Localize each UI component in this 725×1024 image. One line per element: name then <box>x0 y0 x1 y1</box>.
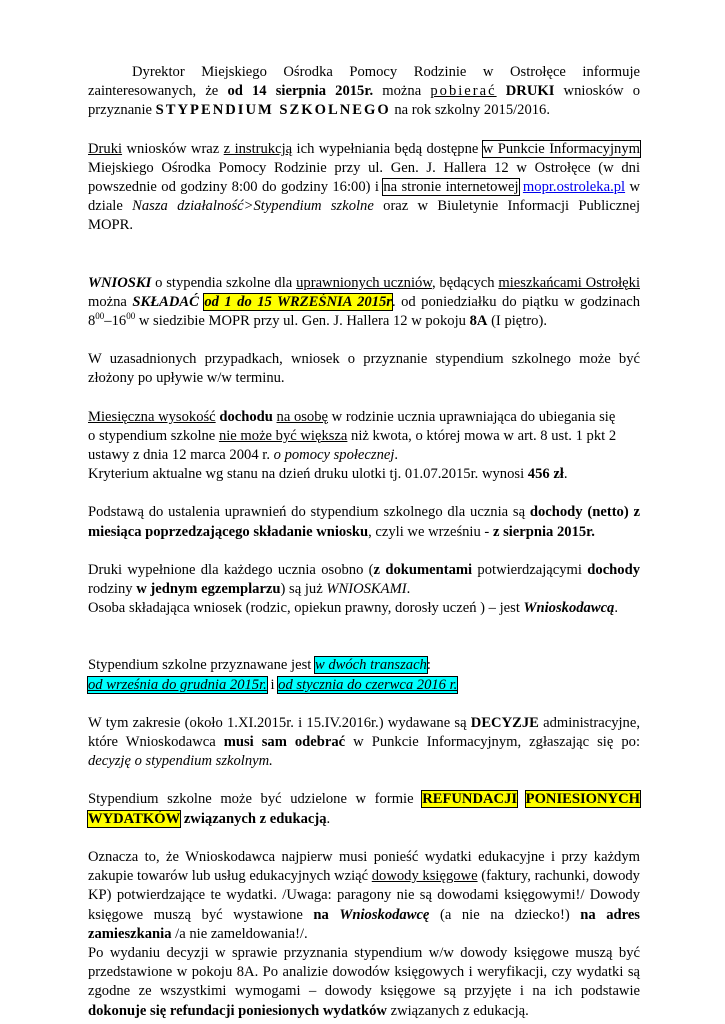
text: (I piętro). <box>487 313 547 330</box>
download-word: pobierać <box>430 83 497 100</box>
text: z dokumentami <box>373 561 473 578</box>
refund-paragraph <box>88 790 640 828</box>
text: Podstawą do ustalenia uprawnień do stypendium szkolnego dla ucznia są <box>88 504 530 521</box>
text <box>517 791 526 807</box>
text: ) są już <box>280 581 327 598</box>
income-criterion-paragraph <box>88 408 640 485</box>
text: w jednym egzemplarzu <box>136 581 281 598</box>
text: Miejskiego Ośrodka Pomocy Rodzinie przy ul. Gen. J. Hallera 12 w Ostrołęce (w dni powszednie od godziny 8:00 do godziny 16:00) i <box>88 159 640 196</box>
text: z sierpnia 2015r. <box>492 523 595 540</box>
text: potwierdzającymi <box>472 561 588 578</box>
expenses-highlight: PONIESIONYCH WYDATKÓW <box>88 791 640 827</box>
text: na rok szkolny 2015/2016. <box>390 102 551 119</box>
text: . <box>326 810 331 827</box>
text: ich wypełniania będą dostępne <box>292 140 483 157</box>
text: związanych z edukacją <box>183 810 327 827</box>
text <box>497 83 506 99</box>
text: Oznacza to, że Wnioskodawca najpierw musi ponieść wydatki edukacyjne i przy każdym zakupie towarów lub usług edukacyjnych wziąć <box>88 848 640 885</box>
text: dochody (netto) z miesiąca poprzedzającego składanie wniosku <box>88 504 640 540</box>
text: Druki wypełnione dla każdego ucznia osobno ( <box>88 561 374 578</box>
text: administracyjne, które Wnioskodawca <box>88 714 640 751</box>
text: /a nie zameldowania!/. <box>171 925 308 942</box>
tranche-2-highlight: od stycznia do czerwca 2016 r. <box>278 676 458 693</box>
text: DECYZJE <box>470 714 539 731</box>
tranche-1-highlight: od września do grudnia 2015r. <box>88 676 267 693</box>
text: 8A <box>469 313 488 330</box>
stypendium-title: STYPENDIUM SZKOLNEGO <box>155 102 391 119</box>
text: . <box>563 466 568 483</box>
text: można <box>373 83 431 100</box>
text: Po wydaniu decyzji w sprawie przyznania stypendium w/w dowody księgowe muszą być przedstawione w pokoju 8A. Po analizie dowodów księgowych i weryfikacji, czy wydatki są zgodne ze wszystkimi wymogami – dowody księgowe są przyjęte i na ich podstawie <box>88 944 640 1000</box>
text: Stypendium szkolne może być udzielone w formie <box>88 791 423 808</box>
text: w Punkcie Informacyjnym, zgłaszając się po: <box>345 734 640 751</box>
text: ustawy z dnia 12 marca 2004 r. <box>88 447 274 464</box>
text: uprawnionych uczniów <box>296 274 432 291</box>
text: , czyli we wrześniu - <box>368 523 493 540</box>
text: Kryterium aktualne wg stanu na dzień druku ulotki tj. 01.07.2015r. wynosi <box>88 466 528 483</box>
text: Stypendium szkolne przyznawane jest <box>88 657 315 674</box>
text: : <box>426 657 431 674</box>
text: WNIOSKI <box>88 274 152 291</box>
text: WNIOSKAMI <box>326 581 407 598</box>
text: Wnioskodawcę <box>339 906 430 923</box>
text: można <box>88 293 133 310</box>
text: nie może być większa <box>218 427 348 444</box>
boxed-text: na stronie internetowej <box>383 179 519 196</box>
income-basis-paragraph <box>88 503 640 541</box>
text: (a nie na dziecko!) <box>429 906 581 923</box>
text: . <box>406 581 411 598</box>
text: niż kwota, o której mowa w art. 8 ust. 1 pkt 2 <box>347 427 617 444</box>
filled-forms-paragraph <box>88 561 640 599</box>
text: . <box>394 447 399 464</box>
text: Druki <box>88 140 123 157</box>
submission-paragraph <box>88 274 640 332</box>
text: (faktury, rachunki, dowody KP) potwierdzające te wydatki. /Uwaga: paragony nie są dowodami księgowymi!/ Dowody księgowe muszą być wystawione <box>88 868 640 923</box>
boxed-text: w Punkcie Informacyjnym <box>482 140 640 157</box>
text: musi sam odebrać <box>223 734 346 751</box>
text: SKŁADAĆ <box>132 293 199 310</box>
text <box>329 907 340 923</box>
text: i <box>266 676 279 693</box>
tranches-highlight: w dwóch transzach <box>314 657 427 674</box>
text: na adres zamieszkania <box>88 906 640 942</box>
text: Dyrektor Miejskiego Ośrodka Pomocy Rodzinie w Ostrołęce informuje zainteresowanych, że <box>88 64 640 100</box>
text: –16 <box>104 313 127 330</box>
text: rodziny <box>88 581 137 598</box>
text: oraz w Biuletynie Informacji Publicznej MOPR. <box>88 198 640 234</box>
text: o pomocy społecznej <box>273 447 395 464</box>
text: na <box>313 906 329 923</box>
text: Wnioskodawcą <box>523 600 615 617</box>
income-amount: 456 zł <box>527 466 564 483</box>
text: dowody księgowe <box>371 868 478 885</box>
text: w dziale <box>88 179 641 215</box>
text: wniosków o przyznanie <box>88 83 640 119</box>
text: W tym zakresie (około 1.XI.2015r. i 15.IV.2016r.) wydawane są <box>88 714 471 731</box>
document-page <box>88 63 640 1021</box>
website-link[interactable]: mopr.ostroleka.pl <box>522 179 626 196</box>
text: o stypendium szkolne <box>88 427 219 444</box>
text: Miesięczna wysokość <box>88 408 216 425</box>
forms-availability-paragraph <box>88 140 640 236</box>
text: 00 <box>126 311 136 322</box>
text: wniosków wraz <box>122 140 224 157</box>
text: w rodzinie ucznia uprawniająca do ubiegania się <box>328 408 616 425</box>
text: mieszkańcami Ostrołęki <box>498 274 640 291</box>
text: . od poniedziałku do piątku w godzinach 8 <box>88 293 640 330</box>
announcement-paragraph <box>88 63 640 121</box>
explanation-paragraph <box>88 848 640 944</box>
tranches-paragraph <box>88 656 640 694</box>
late-submission-paragraph: W uzasadnionych przypadkach, wniosek o przyznanie stypendium szkolnego może być złożony po upływie w/w terminu. <box>88 351 640 387</box>
text: Osoba składająca wniosek (rodzic, opiekun prawny, dorosły uczeń ) – jest <box>88 600 524 617</box>
text: , będących <box>431 274 499 291</box>
text: Nasza działalność>Stypendium szkolne <box>132 198 374 215</box>
deadline-highlight: od 1 do 15 WRZEŚNIA 2015r <box>204 293 392 310</box>
text: dochody <box>587 561 640 578</box>
text: 00 <box>95 311 105 322</box>
text: o stypendia szkolne dla <box>151 274 297 291</box>
text: decyzję o stypendium szkolnym. <box>88 753 273 770</box>
text: dokonuje się refundacji poniesionych wydatków <box>88 1002 387 1019</box>
text: dochodu <box>219 408 273 425</box>
text: na osobę <box>276 408 329 425</box>
text: . <box>614 600 619 617</box>
druki-bold: DRUKI <box>505 83 555 100</box>
decisions-paragraph <box>88 714 640 772</box>
refund-highlight: REFUNDACJI <box>422 791 518 808</box>
text: związanych z edukacją. <box>386 1002 529 1019</box>
text: w siedzibie MOPR przy ul. Gen. J. Hallera 12 w pokoju <box>135 313 470 330</box>
text: z instrukcją <box>223 140 293 157</box>
applicant-paragraph <box>88 599 640 618</box>
verification-paragraph <box>88 944 640 1021</box>
date-bold: od 14 sierpnia 2015r. <box>227 83 374 100</box>
